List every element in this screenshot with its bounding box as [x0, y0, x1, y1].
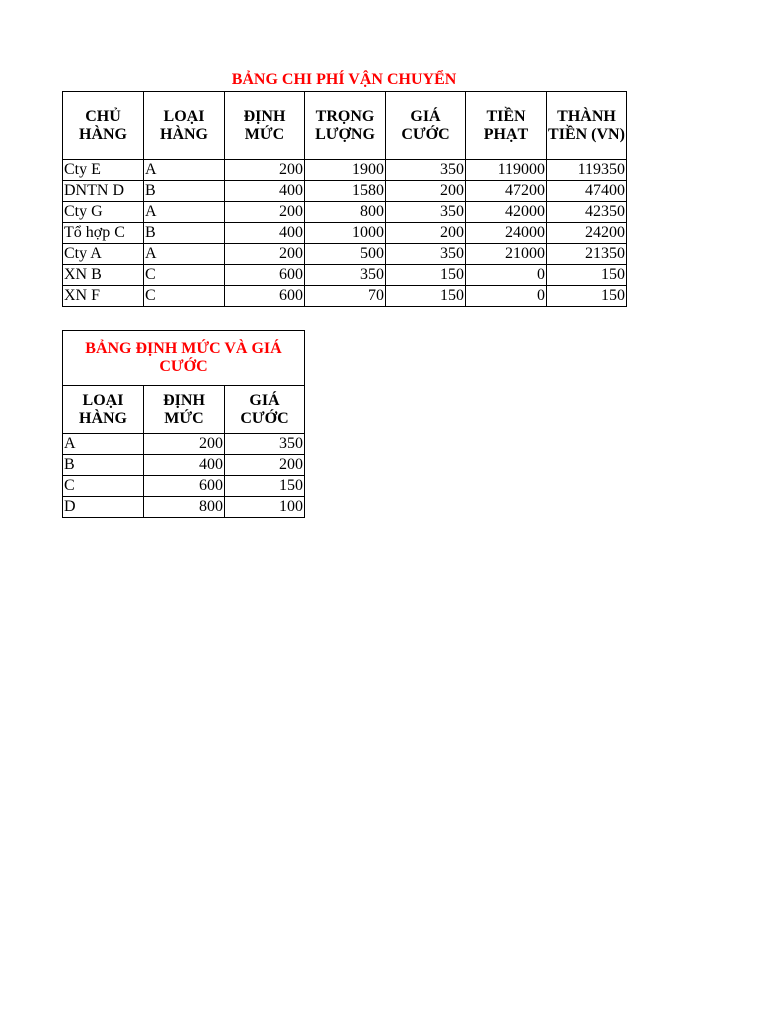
rate-cell-dinh-muc: 400 — [144, 455, 225, 476]
cell-dinh-muc: 200 — [225, 160, 305, 181]
rate-cell-dinh-muc: 800 — [144, 497, 225, 518]
header-dinh-muc: ĐỊNH MỨC — [225, 92, 305, 160]
table-row — [63, 476, 305, 497]
table-row — [63, 455, 305, 476]
rate-header-gia-cuoc: GIÁ CƯỚC — [225, 386, 305, 434]
cell-gia-cuoc: 200 — [386, 181, 466, 202]
cell-tien-phat: 47200 — [466, 181, 547, 202]
cell-trong-luong: 1900 — [305, 160, 386, 181]
cell-chu-hang: DNTN D — [63, 181, 144, 202]
cell-dinh-muc: 200 — [225, 244, 305, 265]
cell-trong-luong: 350 — [305, 265, 386, 286]
rate-cell-loai-hang: A — [63, 434, 144, 455]
cell-tien-phat: 119000 — [466, 160, 547, 181]
header-loai-hang: LOẠI HÀNG — [144, 92, 225, 160]
rate-table-title: BẢNG ĐỊNH MỨC VÀ GIÁ CƯỚC — [63, 331, 305, 386]
table-row — [63, 244, 627, 265]
rate-header-dinh-muc: ĐỊNH MỨC — [144, 386, 225, 434]
rate-cell-gia-cuoc: 150 — [225, 476, 305, 497]
header-trong-luong: TRỌNG LƯỢNG — [305, 92, 386, 160]
rate-cell-loai-hang: B — [63, 455, 144, 476]
cell-thanh-tien: 42350 — [547, 202, 627, 223]
header-chu-hang: CHỦ HÀNG — [63, 92, 144, 160]
rate-table — [62, 330, 305, 518]
cell-trong-luong: 70 — [305, 286, 386, 307]
rate-cell-dinh-muc: 200 — [144, 434, 225, 455]
rate-header-loai-hang: LOẠI HÀNG — [63, 386, 144, 434]
cell-tien-phat: 24000 — [466, 223, 547, 244]
cell-tien-phat: 0 — [466, 265, 547, 286]
table-row — [63, 286, 627, 307]
cell-thanh-tien: 21350 — [547, 244, 627, 265]
cell-trong-luong: 1000 — [305, 223, 386, 244]
table-row — [63, 265, 627, 286]
rate-cell-loai-hang: C — [63, 476, 144, 497]
table-row — [63, 223, 627, 244]
cell-loai-hang: C — [144, 286, 225, 307]
header-gia-cuoc: GIÁ CƯỚC — [386, 92, 466, 160]
rate-cell-gia-cuoc: 200 — [225, 455, 305, 476]
rate-cell-gia-cuoc: 350 — [225, 434, 305, 455]
cell-thanh-tien: 119350 — [547, 160, 627, 181]
shipping-cost-table — [62, 91, 627, 307]
table-row — [63, 434, 305, 455]
cell-trong-luong: 500 — [305, 244, 386, 265]
cell-thanh-tien: 24200 — [547, 223, 627, 244]
header-tien-phat: TIỀN PHẠT — [466, 92, 547, 160]
table-row — [63, 160, 627, 181]
cell-dinh-muc: 200 — [225, 202, 305, 223]
cell-loai-hang: B — [144, 223, 225, 244]
cell-chu-hang: Tổ hợp C — [63, 223, 144, 244]
cell-gia-cuoc: 150 — [386, 265, 466, 286]
cell-gia-cuoc: 150 — [386, 286, 466, 307]
cell-loai-hang: A — [144, 160, 225, 181]
shipping-table-title: BẢNG CHI PHÍ VẬN CHUYỂN — [231, 71, 457, 88]
cell-gia-cuoc: 350 — [386, 202, 466, 223]
cell-loai-hang: A — [144, 202, 225, 223]
cell-tien-phat: 21000 — [466, 244, 547, 265]
header-thanh-tien: THÀNH TIỀN (VN) — [547, 92, 627, 160]
cell-loai-hang: B — [144, 181, 225, 202]
rate-cell-loai-hang: D — [63, 497, 144, 518]
table-row — [63, 202, 627, 223]
cell-tien-phat: 0 — [466, 286, 547, 307]
rate-cell-gia-cuoc: 100 — [225, 497, 305, 518]
table-row — [63, 497, 305, 518]
cell-gia-cuoc: 350 — [386, 244, 466, 265]
cell-thanh-tien: 150 — [547, 265, 627, 286]
cell-chu-hang: XN F — [63, 286, 144, 307]
cell-chu-hang: Cty A — [63, 244, 144, 265]
cell-thanh-tien: 150 — [547, 286, 627, 307]
cell-loai-hang: C — [144, 265, 225, 286]
cell-loai-hang: A — [144, 244, 225, 265]
cell-thanh-tien: 47400 — [547, 181, 627, 202]
cell-trong-luong: 1580 — [305, 181, 386, 202]
table-row — [63, 181, 627, 202]
cell-gia-cuoc: 350 — [386, 160, 466, 181]
cell-dinh-muc: 400 — [225, 181, 305, 202]
cell-chu-hang: Cty E — [63, 160, 144, 181]
cell-chu-hang: XN B — [63, 265, 144, 286]
cell-chu-hang: Cty G — [63, 202, 144, 223]
cell-trong-luong: 800 — [305, 202, 386, 223]
cell-gia-cuoc: 200 — [386, 223, 466, 244]
cell-dinh-muc: 600 — [225, 286, 305, 307]
cell-dinh-muc: 600 — [225, 265, 305, 286]
cell-tien-phat: 42000 — [466, 202, 547, 223]
cell-dinh-muc: 400 — [225, 223, 305, 244]
rate-cell-dinh-muc: 600 — [144, 476, 225, 497]
